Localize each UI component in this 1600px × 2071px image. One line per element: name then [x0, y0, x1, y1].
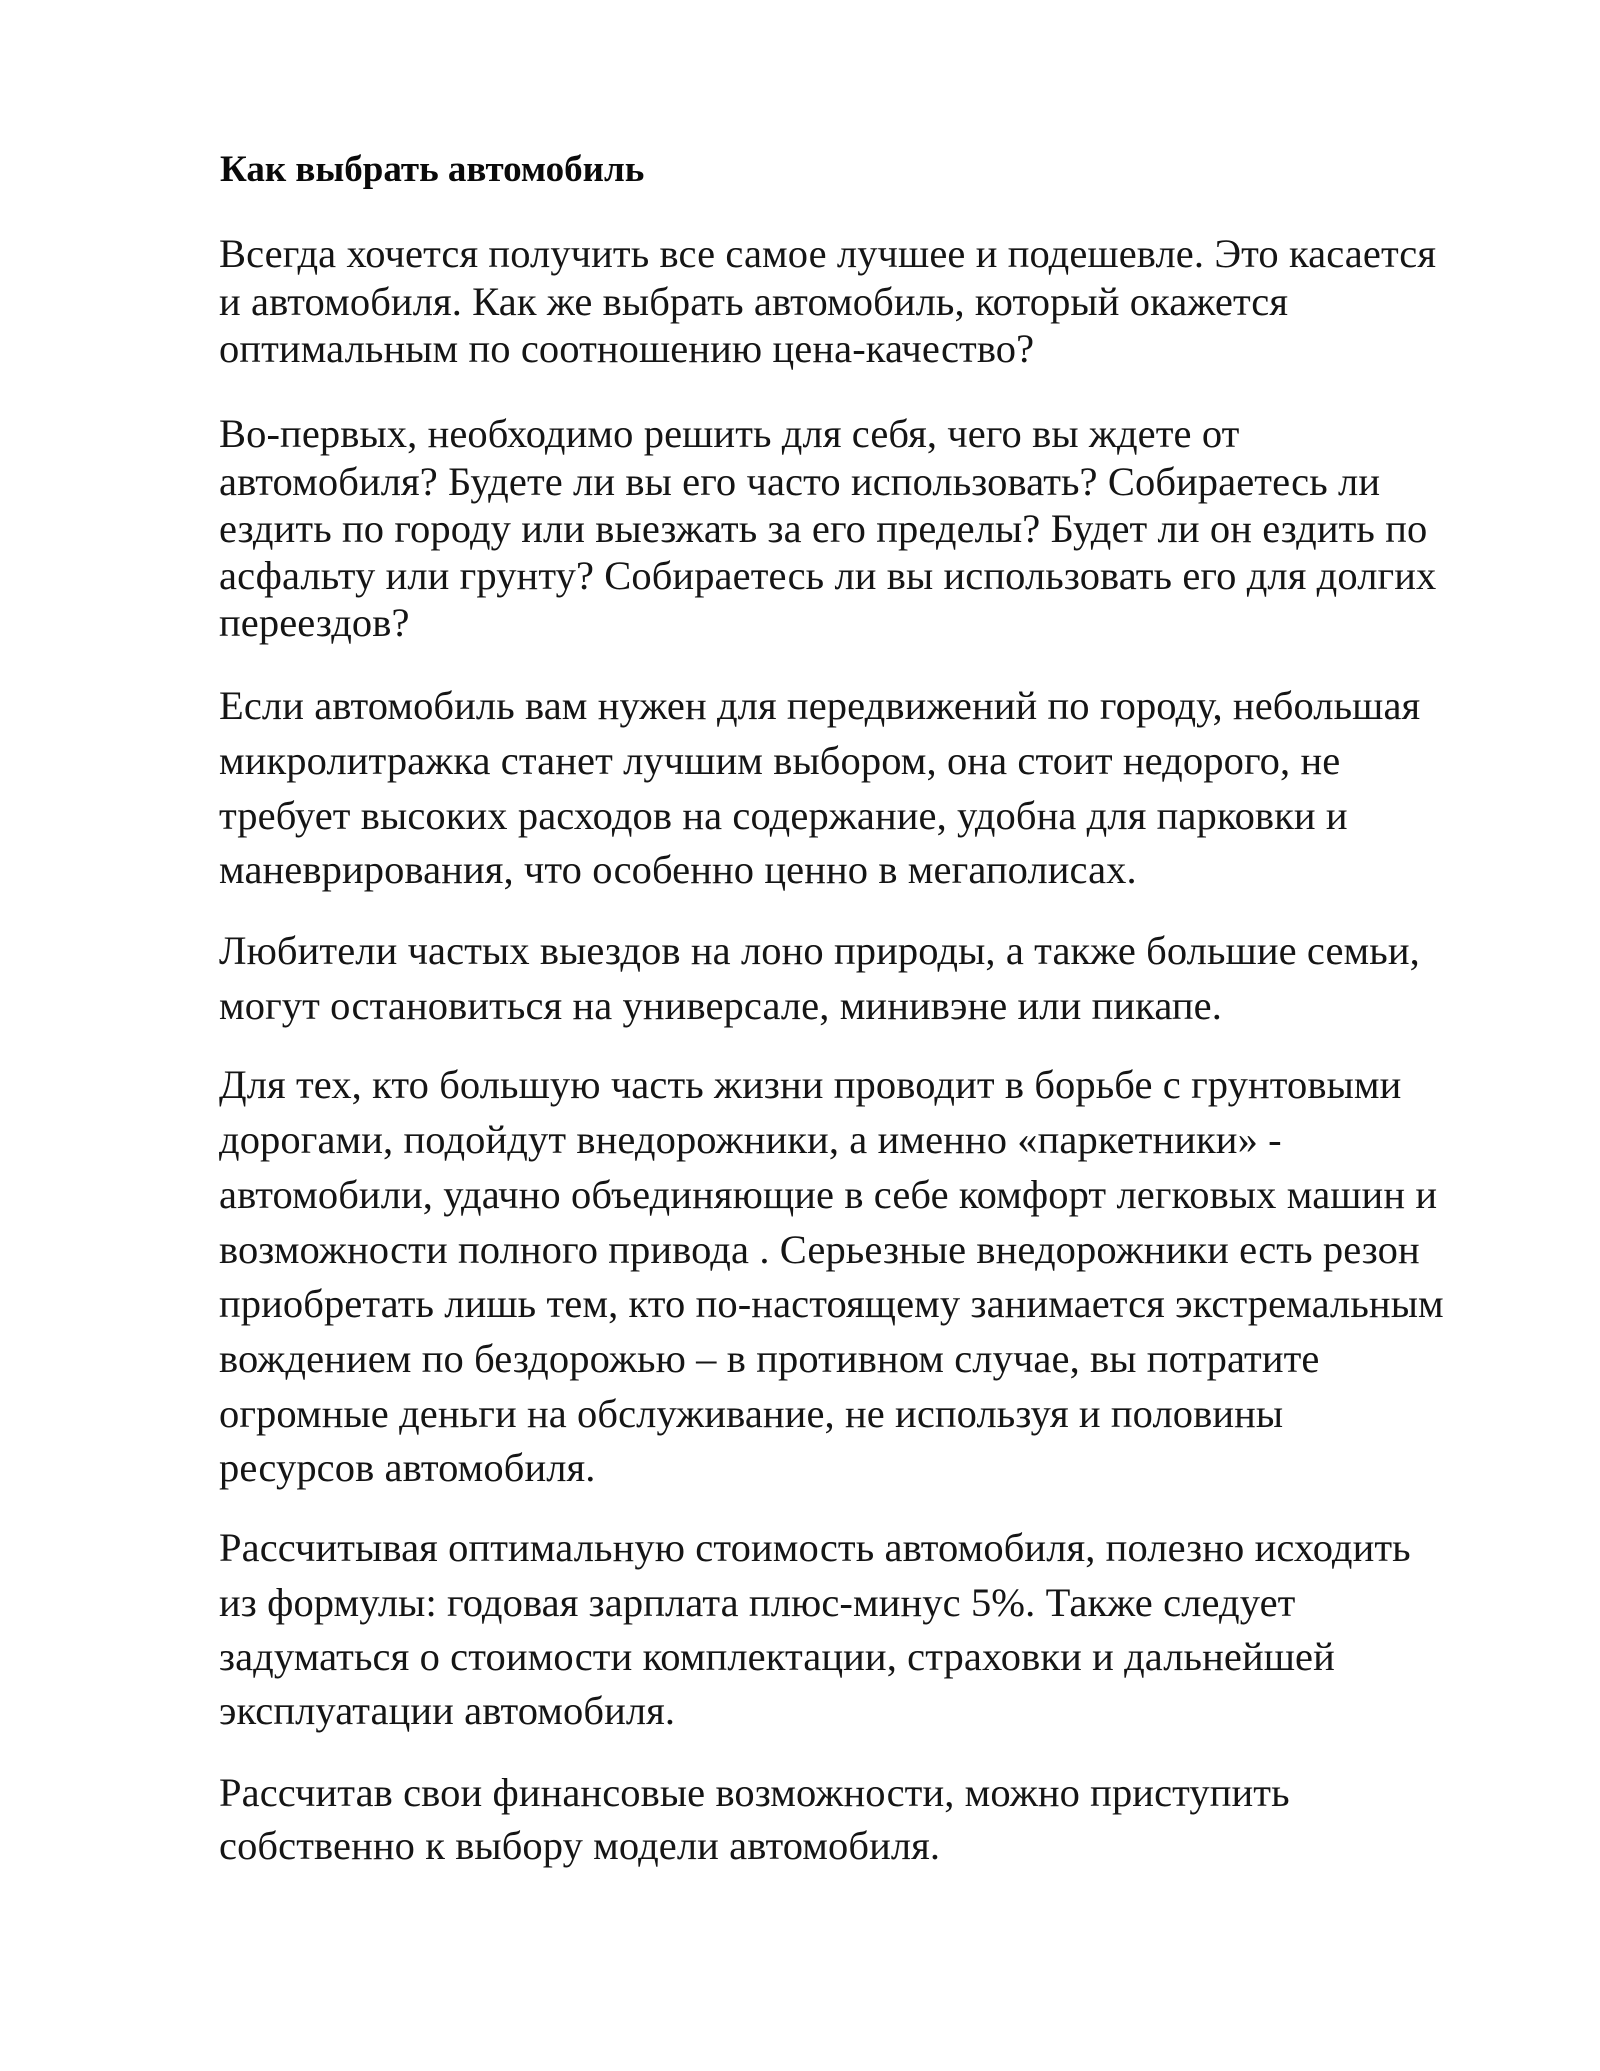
- text-line: оптимальным по соотношению цена-качество?: [219, 326, 1035, 371]
- text-line: Рассчитав свои финансовые возможности, можно приступить: [219, 1770, 1290, 1815]
- text-line: автомобиля? Будете ли вы его часто использовать? Собираетесь ли: [219, 459, 1381, 504]
- text-line: огромные деньги на обслуживание, не используя и половины: [219, 1391, 1284, 1436]
- text-line: асфальту или грунту? Собираетесь ли вы использовать его для долгих: [219, 553, 1437, 598]
- text-line: эксплуатации автомобиля.: [219, 1688, 676, 1733]
- text-line: Для тех, кто большую часть жизни проводит в борьбе с грунтовыми: [219, 1062, 1402, 1107]
- text-line: Любители частых выездов на лоно природы, а также большие семьи,: [219, 928, 1420, 973]
- text-line: требует высоких расходов на содержание, удобна для парковки и: [219, 793, 1348, 838]
- text-line: дорогами, подойдут внедорожники, а именно «паркетники» -: [219, 1117, 1282, 1162]
- text-line: из формулы: годовая зарплата плюс-минус 5%. Также следует: [219, 1580, 1296, 1625]
- text-line: ездить по городу или выезжать за его пределы? Будет ли он ездить по: [219, 506, 1428, 551]
- text-line: Всегда хочется получить все самое лучшее и подешевле. Это касается: [219, 231, 1437, 276]
- text-line: приобретать лишь тем, кто по-настоящему занимается экстремальным: [219, 1281, 1444, 1326]
- document-title: Как выбрать автомобиль: [220, 149, 645, 190]
- text-line: переездов?: [219, 600, 410, 645]
- text-line: ресурсов автомобиля.: [219, 1445, 596, 1490]
- text-line: и автомобиля. Как же выбрать автомобиль, который окажется: [219, 279, 1289, 324]
- text-line: Если автомобиль вам нужен для передвижений по городу, небольшая: [219, 683, 1421, 728]
- text-line: вождением по бездорожью – в противном случае, вы потратите: [219, 1336, 1320, 1381]
- text-line: Во-первых, необходимо решить для себя, чего вы ждете от: [219, 411, 1240, 456]
- text-line: возможности полного привода . Серьезные внедорожники есть резон: [219, 1227, 1420, 1272]
- text-line: маневрирования, что особенно ценно в мегаполисах.: [219, 847, 1137, 892]
- text-line: собственно к выбору модели автомобиля.: [219, 1823, 941, 1868]
- text-line: задуматься о стоимости комплектации, страховки и дальнейшей: [219, 1634, 1335, 1679]
- text-line: Рассчитывая оптимальную стоимость автомобиля, полезно исходить: [219, 1525, 1411, 1570]
- text-line: автомобили, удачно объединяющие в себе комфорт легковых машин и: [219, 1172, 1438, 1217]
- text-line: микролитражка станет лучшим выбором, она стоит недорого, не: [219, 738, 1341, 783]
- text-line: могут остановиться на универсале, минивэне или пикапе.: [219, 983, 1222, 1028]
